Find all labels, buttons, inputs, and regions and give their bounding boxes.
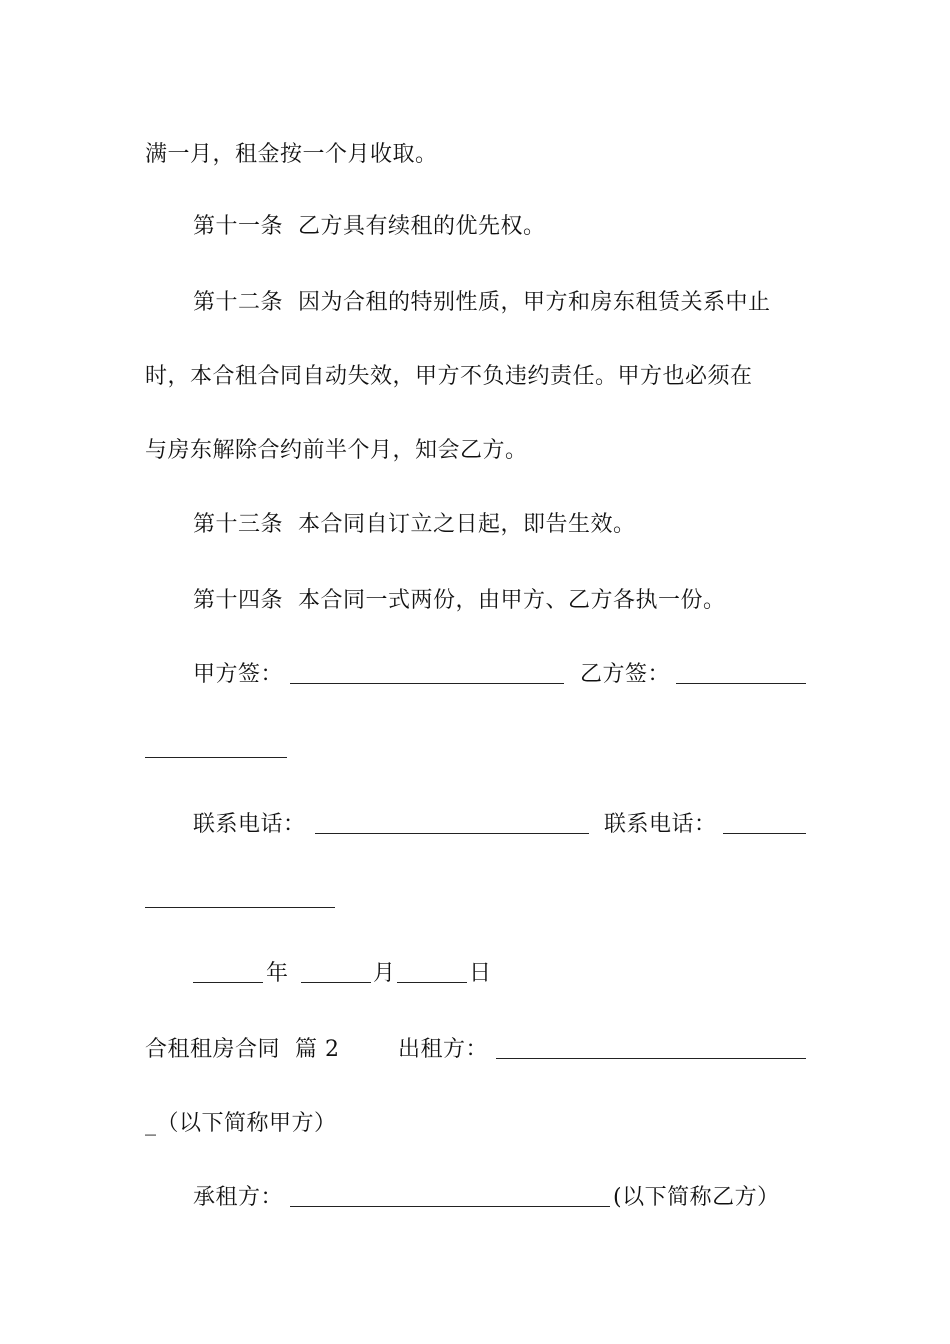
date-month-label: 月 — [373, 961, 396, 986]
party-b-signature-line-cont — [145, 757, 287, 758]
lessor-label: 出租方： — [398, 1037, 489, 1062]
party-b-phone-line — [723, 833, 806, 834]
article-13: 第十三条 本合同自订立之日起，即告生效。 — [193, 512, 636, 537]
article-11: 第十一条 乙方具有续租的优先权。 — [193, 214, 546, 239]
lessee-suffix: (以下简称乙方） — [613, 1185, 780, 1210]
date-month-blank — [301, 982, 371, 983]
party-a-signature-label: 甲方签： — [193, 662, 284, 687]
party-a-phone-line — [315, 833, 589, 834]
contract-2-title: 合租租房合同 篇 2 — [145, 1037, 340, 1062]
party-b-signature-label: 乙方签： — [580, 662, 671, 687]
date-year-label: 年 — [266, 961, 289, 986]
date-day-label: 日 — [469, 961, 492, 986]
party-b-signature-line — [676, 683, 806, 684]
party-b-phone-label: 联系电话： — [604, 812, 717, 837]
paragraph-rent-month: 满一月，租金按一个月收取。 — [145, 142, 438, 167]
party-b-phone-line-cont — [145, 907, 335, 908]
party-a-signature-line — [290, 683, 564, 684]
lessee-label: 承租方： — [193, 1185, 284, 1210]
article-12-line-3: 与房东解除合约前半个月，知会乙方。 — [145, 438, 528, 463]
lessor-suffix: _（以下简称甲方） — [145, 1111, 337, 1136]
party-a-phone-label: 联系电话： — [193, 812, 306, 837]
date-day-blank — [397, 982, 467, 983]
lessee-line — [290, 1206, 610, 1207]
article-12-line-2: 时，本合租合同自动失效，甲方不负违约责任。甲方也必须在 — [145, 364, 753, 389]
lessor-line — [496, 1058, 806, 1059]
date-year-blank — [193, 982, 263, 983]
article-14: 第十四条 本合同一式两份，由甲方、乙方各执一份。 — [193, 588, 726, 613]
article-12-line-1: 第十二条 因为合租的特别性质，甲方和房东租赁关系中止 — [193, 290, 771, 315]
